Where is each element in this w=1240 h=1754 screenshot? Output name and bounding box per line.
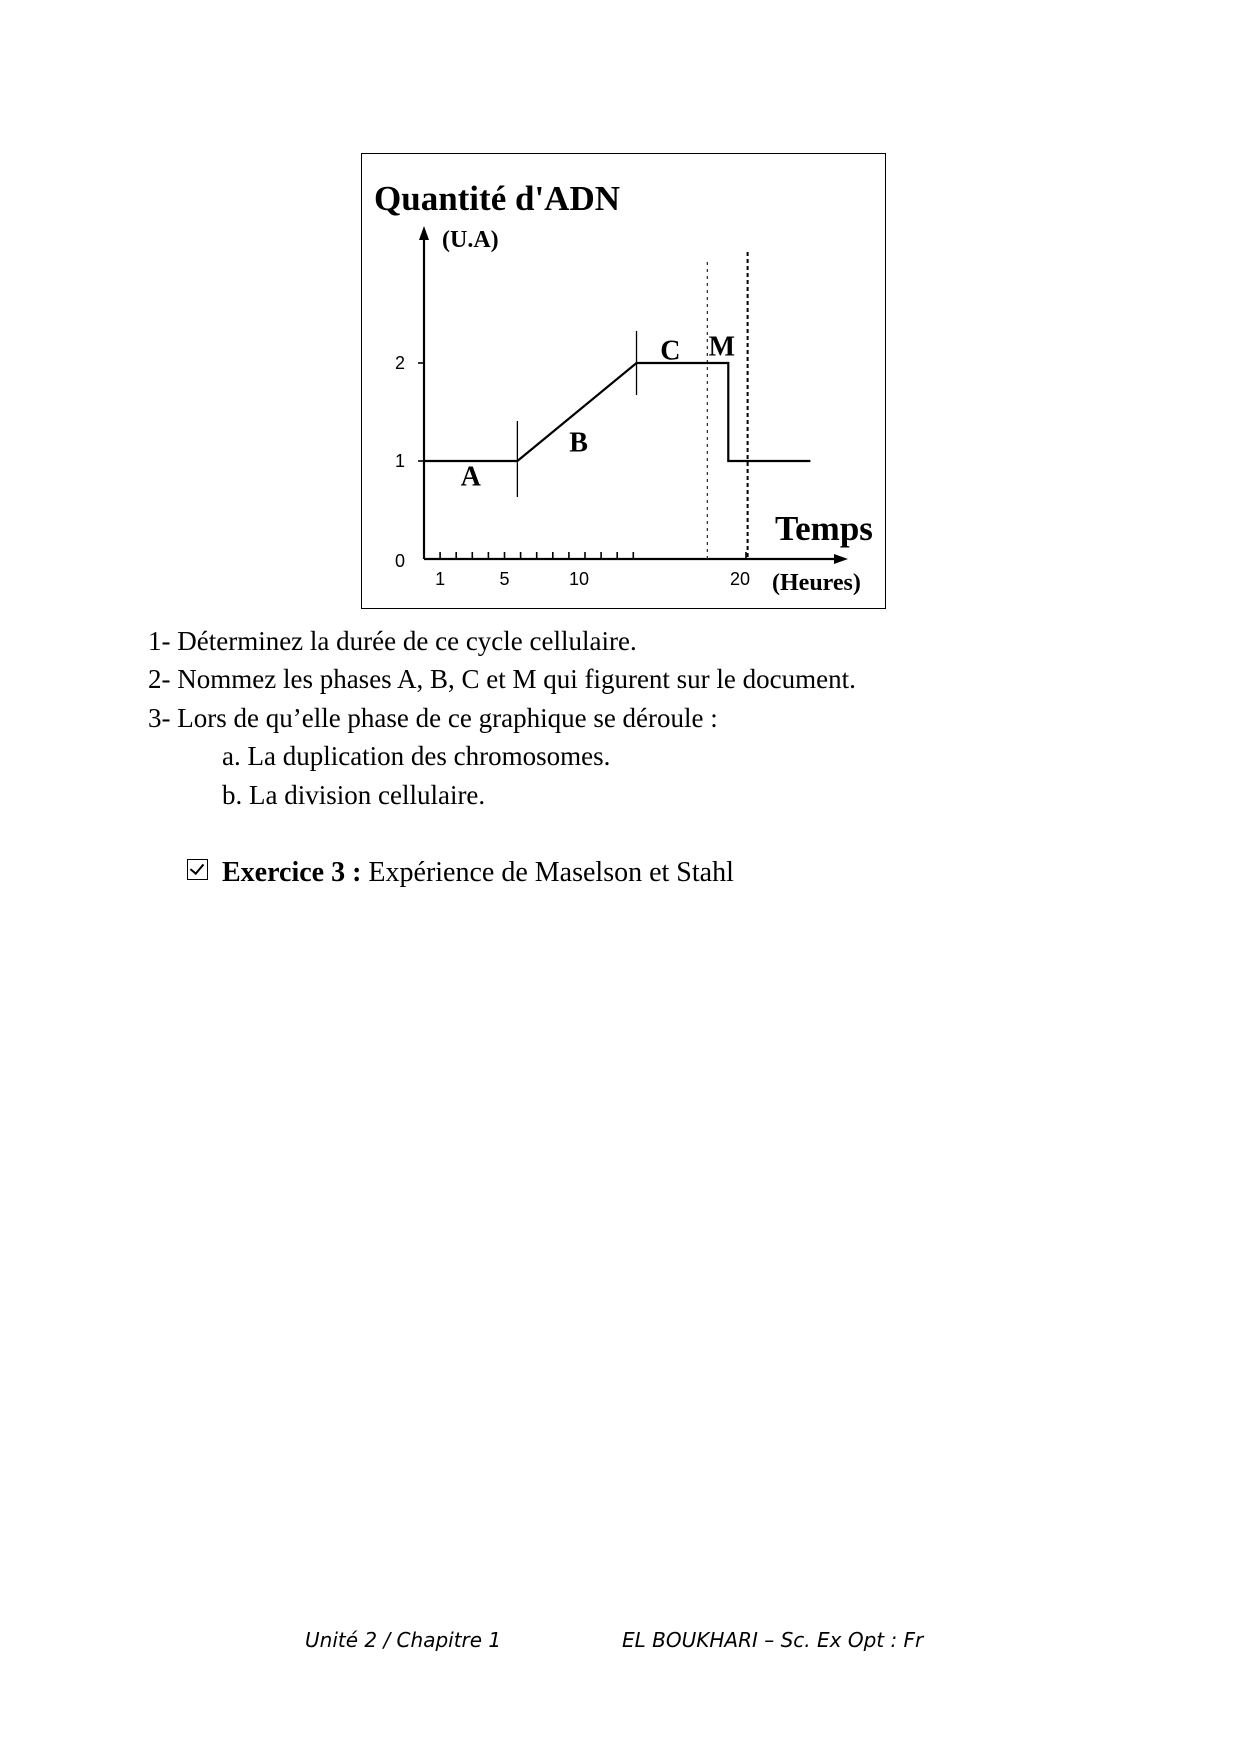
dna-quantity-figure xyxy=(361,153,886,609)
phase-labels xyxy=(461,331,735,492)
exercise-heading xyxy=(187,856,734,890)
footer-left: Unité 2 / Chapitre 1 xyxy=(305,1628,502,1652)
question-3a: a. La duplication des chromosomes. xyxy=(222,741,611,771)
phase-label-m: M xyxy=(708,331,736,363)
footer-right: EL BOUKHARI – Sc. Ex Opt : Fr xyxy=(622,1628,924,1652)
x-tick-label: 20 xyxy=(729,569,751,589)
question-3b: b. La division cellulaire. xyxy=(222,780,486,810)
phase-label-c: C xyxy=(660,335,681,367)
x-axis-title: Temps xyxy=(775,509,873,548)
y-tick-label: 2 xyxy=(394,353,406,373)
x-tick-label: 5 xyxy=(499,569,510,589)
y-tick-label: 0 xyxy=(394,551,406,571)
y-tick-labels xyxy=(395,353,405,571)
dna-curve-line xyxy=(424,363,810,461)
x-tick-labels xyxy=(435,569,750,589)
chart-title: Quantité d'ADN xyxy=(374,179,620,218)
y-axis-arrow xyxy=(419,226,429,240)
question-1: 1- Déterminez la durée de ce cycle cellulaire. xyxy=(148,626,637,656)
x-axis-unit: (Heures) xyxy=(772,570,861,596)
x-axis-arrow xyxy=(834,554,848,564)
y-axis-unit: (U.A) xyxy=(442,227,499,253)
question-2: 2- Nommez les phases A, B, C et M qui figurent sur le document. xyxy=(148,664,856,694)
x-tick-label: 10 xyxy=(568,569,590,589)
exercise-title: Expérience de Maselson et Stahl xyxy=(368,857,734,888)
y-tick-label: 1 xyxy=(394,451,406,471)
phase-boundaries xyxy=(517,331,636,497)
exercise-label: Exercice 3 : xyxy=(222,857,362,888)
dna-chart xyxy=(362,154,887,610)
phase-label-a: A xyxy=(460,461,481,493)
checkbox-icon xyxy=(187,859,208,880)
x-tick-label: 1 xyxy=(435,569,446,589)
question-3: 3- Lors de qu’elle phase de ce graphique se déroule : xyxy=(148,703,718,733)
phase-label-b: B xyxy=(569,427,588,459)
